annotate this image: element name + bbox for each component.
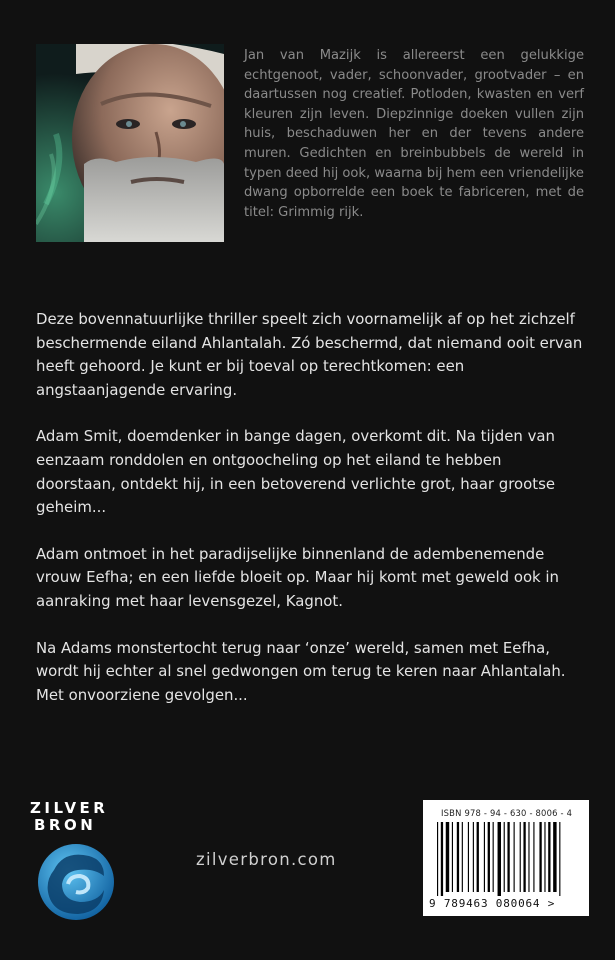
barcode-bar xyxy=(484,822,485,892)
barcode-digits: 9 789463 080064 > xyxy=(429,897,556,910)
blurb-paragraph: Na Adams monstertocht terug naar ‘onze’ wereld, samen met Eefha, wordt hij echter al snel gedwongen om terug te keren naar Ahlantalah. Met onvoorziene gevolgen... xyxy=(36,638,566,704)
barcode-bar xyxy=(507,822,509,892)
blurb-paragraph: Deze bovennatuurlijke thriller speelt zich voornamelijk af op het zichzelf beschermende eiland Ahlantalah. Zó beschermd, dat niemand ooit ervan heeft gehoord. Je kunt er bij toeval op terechtkomen: een angstaanjagende ervaring. xyxy=(36,310,583,399)
publisher-website: zilverbron.com xyxy=(196,850,337,869)
barcode-bar xyxy=(544,822,545,892)
barcode-bar xyxy=(488,822,490,892)
barcode-bar xyxy=(462,822,463,892)
publisher-name-line1: ZILVER xyxy=(30,799,109,817)
barcode-bar xyxy=(473,822,474,892)
barcode-bar xyxy=(477,822,479,892)
barcode-panel xyxy=(423,800,589,916)
barcode-bar xyxy=(523,822,525,892)
barcode-bar xyxy=(446,822,449,892)
barcode-bar xyxy=(520,822,521,892)
blurb-paragraph: Adam ontmoet in het paradijselijke binnenland de adembenemende vrouw Eefha; en een liefde bloeit op. Maar hij komt met geweld ook in aanraking met haar levensgezel, Kagnot. xyxy=(36,544,559,610)
barcode-bar xyxy=(553,822,556,892)
barcode-bar xyxy=(457,822,459,892)
book-blurb xyxy=(36,308,584,730)
barcode-bar xyxy=(493,822,494,892)
barcode-bar xyxy=(452,822,453,892)
barcode-bar xyxy=(528,822,529,892)
barcode-bar xyxy=(498,822,501,896)
barcode-bars xyxy=(435,822,579,896)
barcode-bar xyxy=(468,822,469,892)
blurb-paragraph: Adam Smit, doemdenker in bange dagen, overkomt dit. Na tijden van eenzaam ronddolen en ontgoocheling op het eiland te hebben doorstaan, ontdekt hij, in een betoverend verlichte grot, haar grootse geheim... xyxy=(36,427,555,517)
barcode-bar xyxy=(559,822,560,896)
barcode-bar xyxy=(539,822,541,892)
publisher-logo-icon xyxy=(34,840,118,924)
publisher-name-line2: BRON xyxy=(34,816,97,834)
barcode-bar xyxy=(441,822,443,896)
barcode-bar xyxy=(548,822,550,892)
author-bio: Jan van Mazijk is allereerst een gelukkige echtgenoot, vader, schoonvader, grootvader – en daartussen nog creatief. Potloden, kwasten en verf kleuren zijn leven. Diepzinnige doeken vullen zijn huis, beschaduwen her en der tevens andere muren. Gedichten en breinbubbels de wereld in typen deed hij ook, waarna bij hem een vriendelijke dwang opborrelde een boek te fabriceren, met de titel: Grimmig rijk. xyxy=(244,48,584,220)
barcode-bar xyxy=(504,822,505,892)
barcode-bar xyxy=(437,822,438,896)
barcode-bar xyxy=(533,822,534,892)
barcode-bar xyxy=(514,822,515,892)
author-photo xyxy=(36,44,224,242)
publisher-block xyxy=(30,800,120,834)
isbn-label: ISBN 978 - 94 - 630 - 8006 - 4 xyxy=(441,808,573,818)
